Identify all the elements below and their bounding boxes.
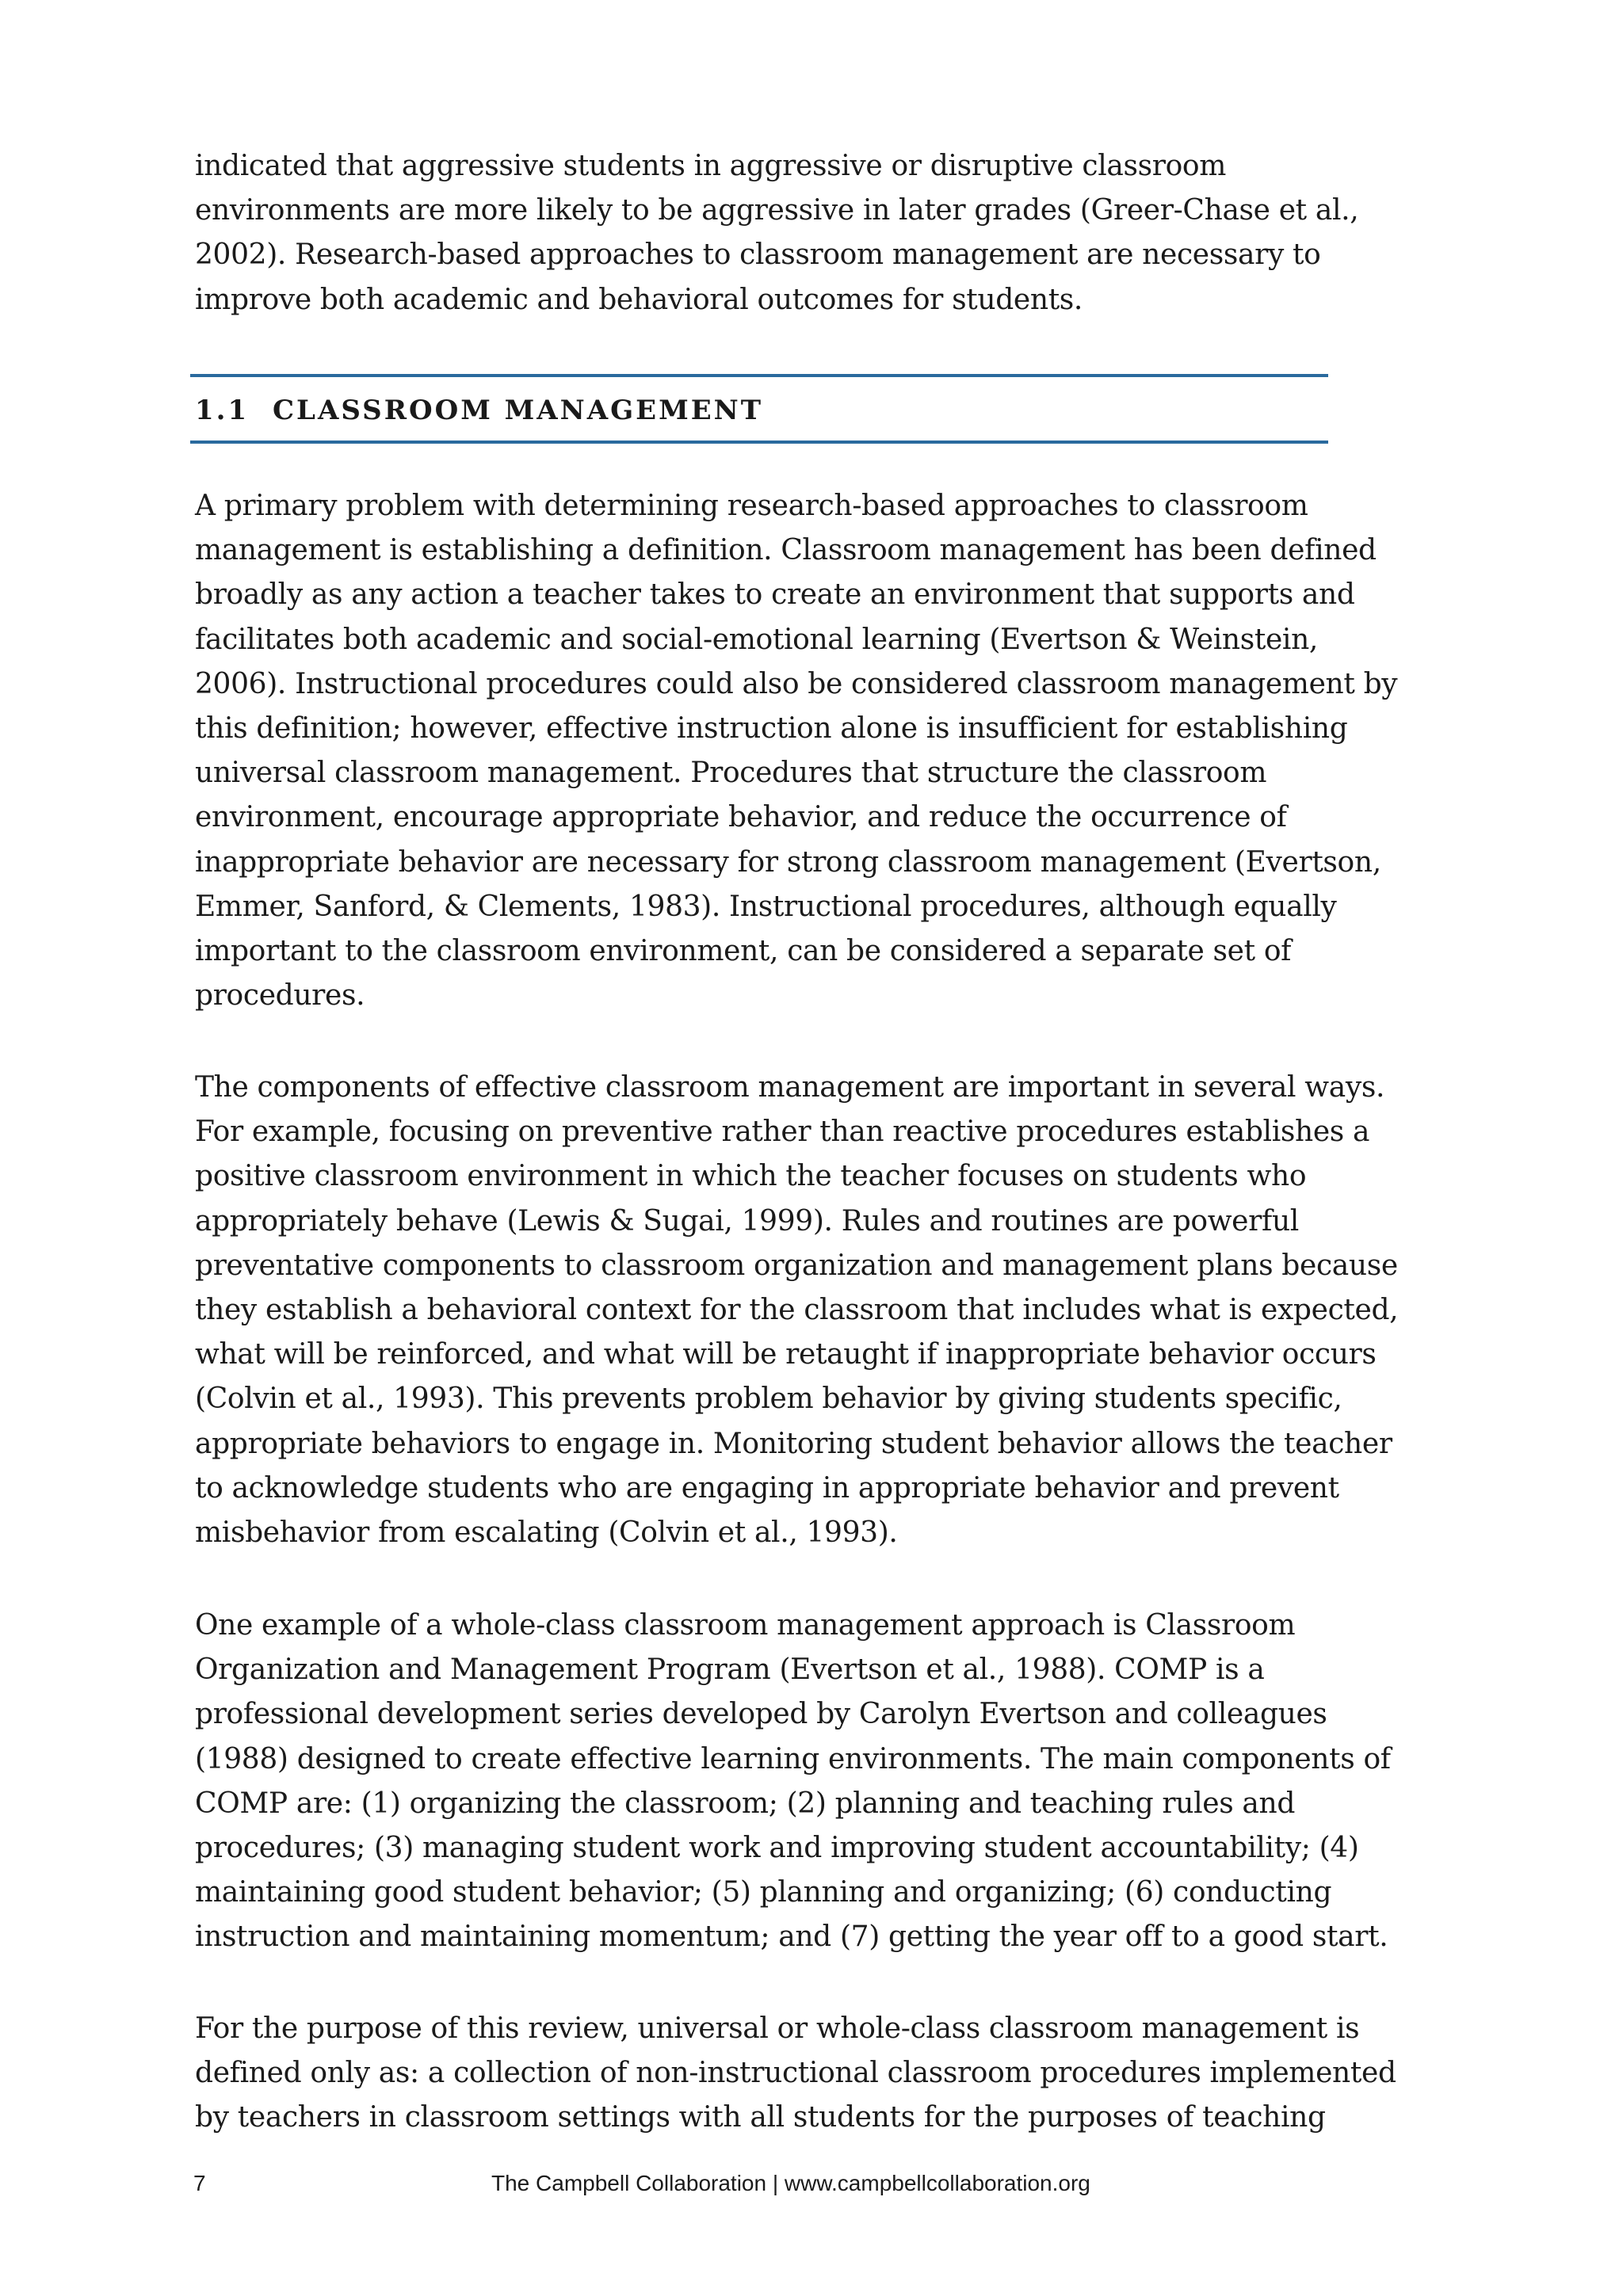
text-line: maintaining good student behavior; (5) planning and organizing; (6) conducting: [195, 1876, 1332, 1909]
paragraph-3: [195, 1604, 1391, 1960]
text-line: improve both academic and behavioral outcomes for students.: [195, 283, 1083, 316]
text-line: 2002). Research-based approaches to classroom management are necessary to: [195, 238, 1321, 272]
text-line: to acknowledge students who are engaging in appropriate behavior and prevent: [195, 1471, 1339, 1505]
text-line: appropriate behaviors to engage in. Monitoring student behavior allows the teacher: [195, 1427, 1392, 1460]
text-line: environments are more likely to be aggressive in later grades (Greer-Chase et al.,: [195, 194, 1359, 227]
text-line: defined only as: a collection of non-instructional classroom procedures implemented: [195, 2057, 1396, 2090]
text-line: For the purpose of this review, universal or whole-class classroom management is: [195, 2012, 1360, 2045]
text-line: this definition; however, effective instruction alone is insufficient for establishing: [195, 712, 1348, 746]
text-line: important to the classroom environment, can be considered a separate set of: [195, 935, 1292, 968]
text-line: appropriately behave (Lewis & Sugai, 1999). Rules and routines are powerful: [195, 1204, 1299, 1238]
text-line: Organization and Management Program (Evertson et al., 1988). COMP is a: [195, 1653, 1265, 1687]
paragraph-1: [195, 484, 1398, 1018]
text-line: positive classroom environment in which the teacher focuses on students who: [195, 1160, 1307, 1193]
text-line: Emmer, Sanford, & Clements, 1983). Instructional procedures, although equally: [195, 890, 1337, 923]
text-line: broadly as any action a teacher takes to create an environment that supports and: [195, 578, 1355, 612]
text-line: environment, encourage appropriate behavior, and reduce the occurrence of: [195, 801, 1287, 834]
footer-text: The Campbell Collaboration | www.campbellcollaboration.org: [491, 2171, 1090, 2195]
text-line: misbehavior from escalating (Colvin et al., 1993).: [195, 1516, 898, 1550]
text-line: procedures.: [195, 979, 365, 1013]
text-line: universal classroom management. Procedures that structure the classroom: [195, 757, 1267, 790]
section-number: 1.1: [195, 395, 250, 426]
text-line: The components of effective classroom management are important in several ways.: [195, 1071, 1385, 1104]
section-heading: [190, 374, 1328, 444]
text-line: facilitates both academic and social-emotional learning (Evertson & Weinstein,: [195, 623, 1319, 656]
text-line: professional development series developed by Carolyn Evertson and colleagues: [195, 1698, 1327, 1731]
text-line: For example, focusing on preventive rather than reactive procedures establishes a: [195, 1116, 1370, 1149]
paragraph-intro: [195, 144, 1359, 322]
section-title: CLASSROOM MANAGEMENT: [273, 395, 764, 426]
text-line: A primary problem with determining research-based approaches to classroom: [195, 490, 1308, 522]
text-line: procedures; (3) managing student work and improving student accountability; (4): [195, 1832, 1359, 1865]
text-line: One example of a whole-class classroom management approach is Classroom: [195, 1609, 1296, 1642]
text-line: preventative components to classroom organization and management plans because: [195, 1249, 1398, 1282]
text-line: indicated that aggressive students in aggressive or disruptive classroom: [195, 150, 1227, 182]
text-line: management is establishing a definition. Classroom management has been defined: [195, 534, 1377, 567]
text-line: what will be reinforced, and what will be retaught if inappropriate behavior occurs: [195, 1338, 1377, 1371]
text-line: (Colvin et al., 1993). This prevents problem behavior by giving students specific,: [195, 1383, 1342, 1416]
text-line: 2006). Instructional procedures could also be considered classroom management by: [195, 667, 1398, 700]
text-line: by teachers in classroom settings with all students for the purposes of teaching: [195, 2101, 1326, 2134]
text-line: they establish a behavioral context for the classroom that includes what is expected,: [195, 1294, 1399, 1327]
text-line: inappropriate behavior are necessary for strong classroom management (Evertson,: [195, 845, 1381, 879]
paragraph-2: [195, 1066, 1399, 1555]
footer-page-number: 7: [193, 2171, 206, 2195]
paragraph-4: [195, 2007, 1396, 2141]
text-line: (1988) designed to create effective learning environments. The main components of: [195, 1742, 1391, 1775]
text-line: instruction and maintaining momentum; and (7) getting the year off to a good start.: [195, 1920, 1388, 1954]
text-line: COMP are: (1) organizing the classroom; (2) planning and teaching rules and: [195, 1787, 1296, 1820]
